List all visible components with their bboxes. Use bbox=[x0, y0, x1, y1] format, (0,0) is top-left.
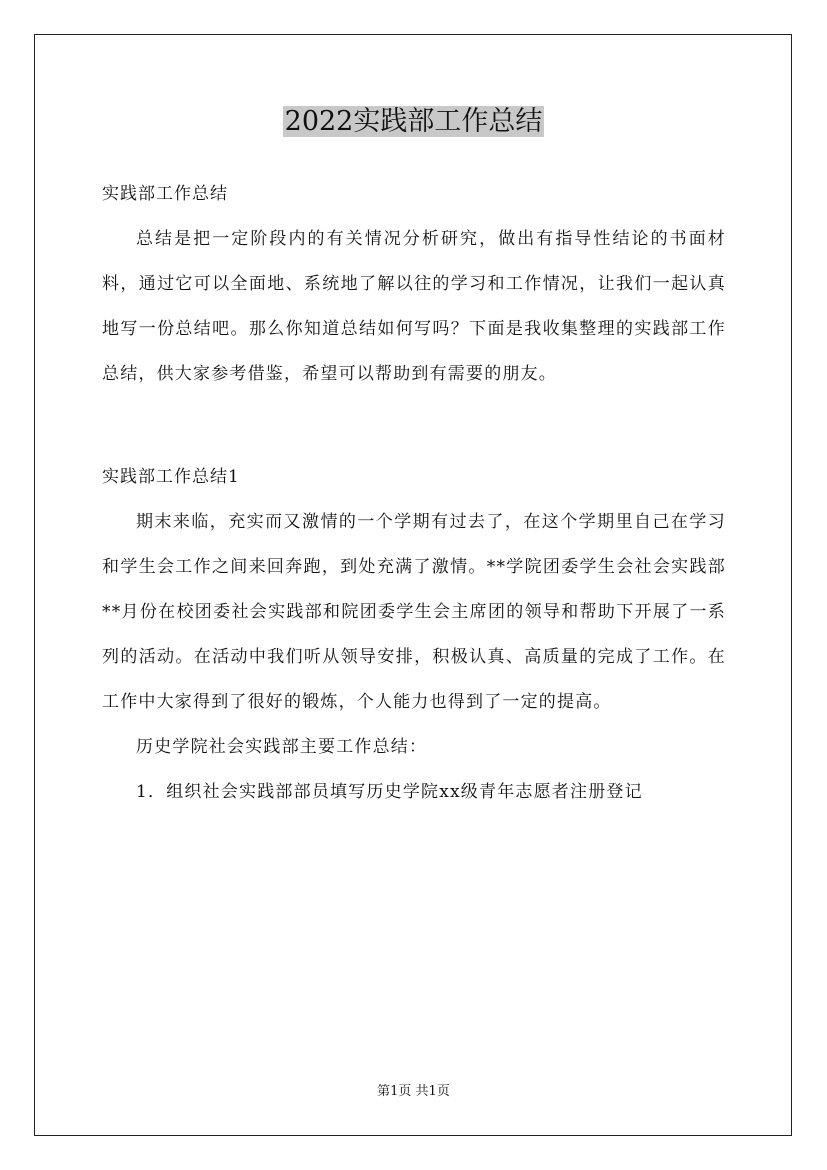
document-body bbox=[102, 172, 726, 815]
page-footer bbox=[0, 1082, 827, 1102]
intro-heading: 实践部工作总结 bbox=[102, 184, 228, 204]
section1-heading: 实践部工作总结1 bbox=[102, 467, 240, 487]
section1-paragraph-2: 历史学院社会实践部主要工作总结： bbox=[136, 737, 428, 757]
section1-list-item-1: 1．组织社会实践部部员填写历史学院xx级青年志愿者注册登记 bbox=[136, 782, 643, 802]
page-number: 第1页 共1页 bbox=[377, 1084, 450, 1099]
section-gap bbox=[102, 397, 726, 455]
document-title bbox=[0, 102, 827, 142]
intro-paragraph: 总结是把一定阶段内的有关情况分析研究，做出有指导性结论的书面材料，通过它可以全面地、系统地了解以往的学习和工作情况，让我们一起认真地写一份总结吧。那么你知道总结如何写吗？下面是我收集整理的实践部工作总结，供大家参考借鉴，希望可以帮助到有需要的朋友。 bbox=[102, 229, 726, 384]
section1-paragraph-1: 期末来临，充实而又激情的一个学期有过去了，在这个学期里自己在学习和学生会工作之间来回奔跑，到处充满了激情。**学院团委学生会社会实践部**月份在校团委社会实践部和院团委学生会主席团的领导和帮助下开展了一系列的活动。在活动中我们听从领导安排，积极认真、高质量的完成了工作。在工作中大家得到了很好的锻炼，个人能力也得到了一定的提高。 bbox=[102, 512, 726, 712]
document-title-text: 2022实践部工作总结 bbox=[284, 106, 543, 137]
